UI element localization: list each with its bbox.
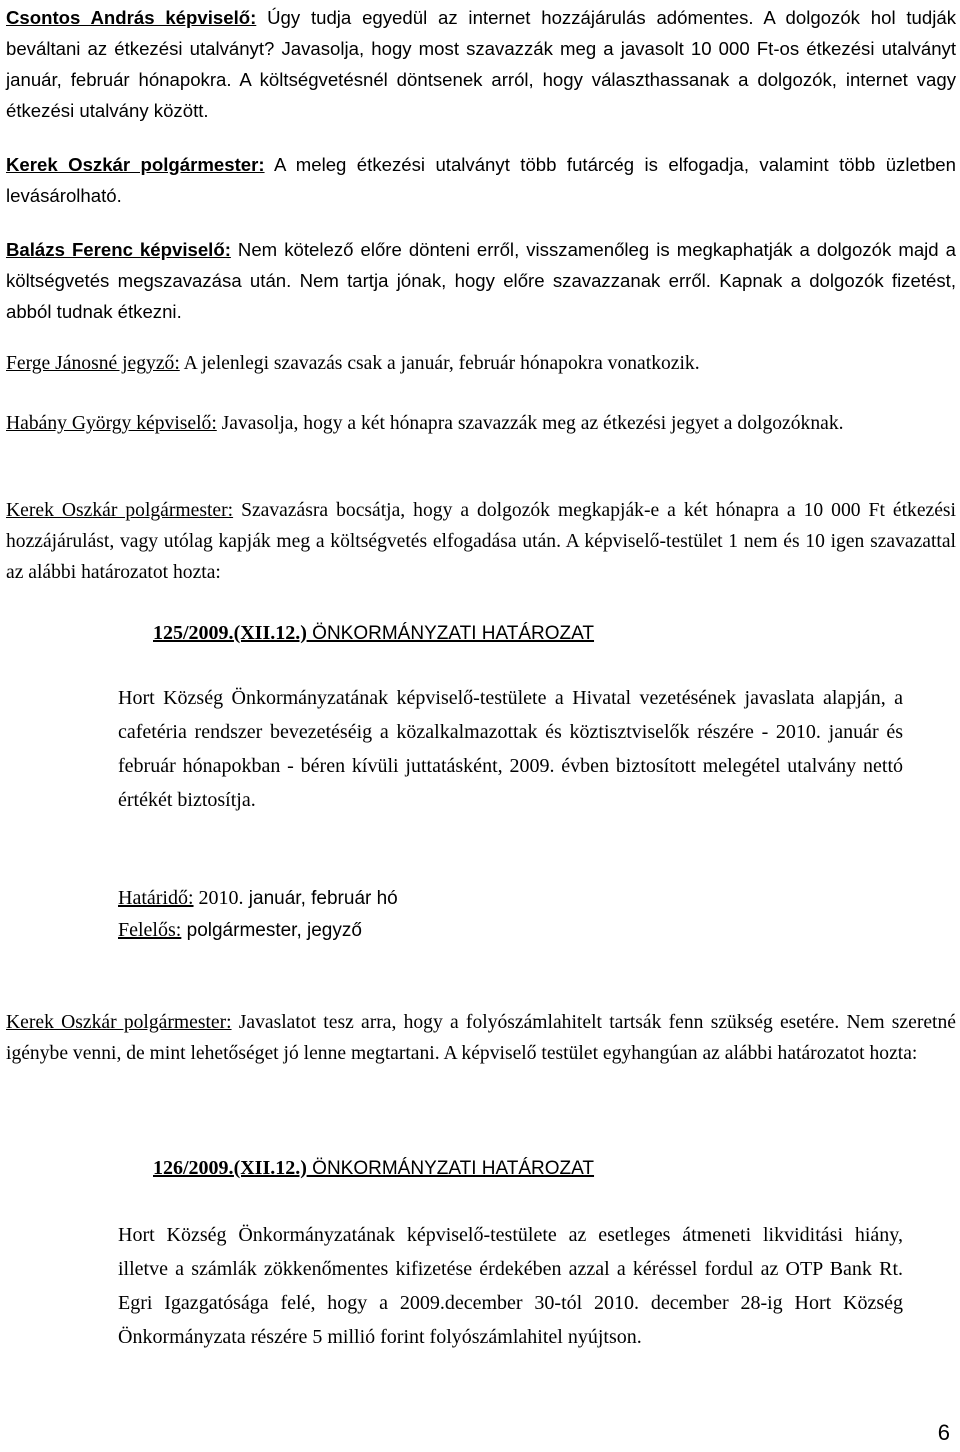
speaker-name: Balázs Ferenc képviselő:: [6, 239, 231, 260]
paragraph-kerek-2: [6, 495, 956, 588]
deadline-label: Határidő:: [118, 887, 194, 909]
paragraph-ferge: [6, 348, 956, 379]
document-page: [6, 0, 956, 1452]
speaker-name: Ferge Jánosné jegyző:: [6, 353, 180, 374]
resolution-date: (XII.12.): [233, 1157, 307, 1179]
paragraph-balazs: [6, 234, 956, 327]
paragraph-text: A jelenlegi szavazás csak a január, február hónapokra vonatkozik.: [179, 353, 700, 374]
paragraph-text: Nem kötelező előre dönteni erről, visszamenőleg is megkaphatják a dolgozók majd a költségvetés megszavazása után. Nem tartja jónak, hogy előre szavazzanak erről. Kapnak a dolgozók fizetést, abból tudnak étkezni.: [6, 239, 956, 322]
responsible-line: [118, 915, 362, 946]
resolution-heading: [153, 1154, 594, 1183]
resolution-number: 126/2009.: [153, 1157, 234, 1179]
speaker-name: Kerek Oszkár polgármester:: [6, 500, 234, 521]
paragraph-habany: [6, 408, 956, 439]
responsible-value: polgármester, jegyző: [181, 920, 362, 941]
paragraph-csontos: [6, 2, 956, 126]
deadline-line: [118, 883, 398, 914]
page-number: 6: [937, 1420, 950, 1445]
resolution-title: ÖNKORMÁNYZATI HATÁROZAT: [306, 623, 595, 644]
resolution-heading: [153, 619, 594, 648]
resolution-number: 125/2009.: [153, 622, 234, 644]
paragraph-text: Javasolja, hogy a két hónapra szavazzák meg az étkezési jegyet a dolgozóknak.: [216, 413, 844, 434]
resolution-date: (XII.12.): [233, 622, 307, 644]
paragraph-text: Úgy tudja egyedül az internet hozzájárulás adómentes. A dolgozók hol tudják beváltani az étkezési utalványt? Javasolja, hogy most szavazzák meg a javasolt 10 000 Ft-os étkezési utalványt január, február hónapokra. A költségvetésnél döntsenek arról, hogy választhassanak a dolgozók, internet vagy étkezési utalvány között.: [6, 7, 956, 121]
speaker-name: Kerek Oszkár polgármester:: [6, 1012, 232, 1033]
speaker-name: Csontos András képviselő:: [6, 7, 257, 28]
paragraph-text: A meleg étkezési utalványt több futárcég is elfogadja, valamint több üzletben levásárolható.: [6, 154, 956, 206]
responsible-label: Felelős:: [118, 919, 182, 941]
resolution-title: ÖNKORMÁNYZATI HATÁROZAT: [306, 1158, 595, 1179]
deadline-year: 2010.: [193, 887, 244, 909]
resolution-body: Hort Község Önkormányzatának képviselő-testülete a Hivatal vezetésének javaslata alapján, a cafetéria rendszer bevezetéséig a közalkalmazottak és köztisztviselők részére - 2010. január és február hónapokban - béren kívüli juttatásként, 2009. évben biztosított melegétel utalvány nettó értékét biztosítja.: [118, 687, 903, 811]
speaker-name: Habány György képviselő:: [6, 413, 217, 434]
paragraph-kerek-1: [6, 149, 956, 211]
paragraph-text: Szavazásra bocsátja, hogy a dolgozók megkapják-e a két hónapra a 10 000 Ft étkezési hozzájárulást, vagy utólag kapják meg a költségvetés elfogadása után. A képviselő-testület 1 nem és 10 igen szavazattal az alábbi határozatot hozta:: [6, 500, 956, 583]
paragraph-text: Javaslatot tesz arra, hogy a folyószámlahitelt tartsák fenn szükség esetére. Nem szeretné igénybe venni, de mint lehetőséget jó lenne megtartani. A képviselő testület egyhangúan az alábbi határozatot hozta:: [6, 1012, 956, 1064]
speaker-name: Kerek Oszkár polgármester:: [6, 154, 265, 175]
deadline-value: január, február hó: [243, 888, 398, 909]
resolution-body: Hort Község Önkormányzatának képviselő-testülete az esetleges átmeneti likviditási hiány, illetve a számlák zökkenőmentes kifizetése érdekében azzal a kéréssel fordul az OTP Bank Rt. Egri Igazgatósága felé, hogy a 2009.december 30-tól 2010. december 28-ig Hort Község Önkormányzata részére 5 millió forint folyószámlahitel nyújtson.: [118, 1224, 903, 1348]
paragraph-kerek-3: [6, 1007, 956, 1069]
